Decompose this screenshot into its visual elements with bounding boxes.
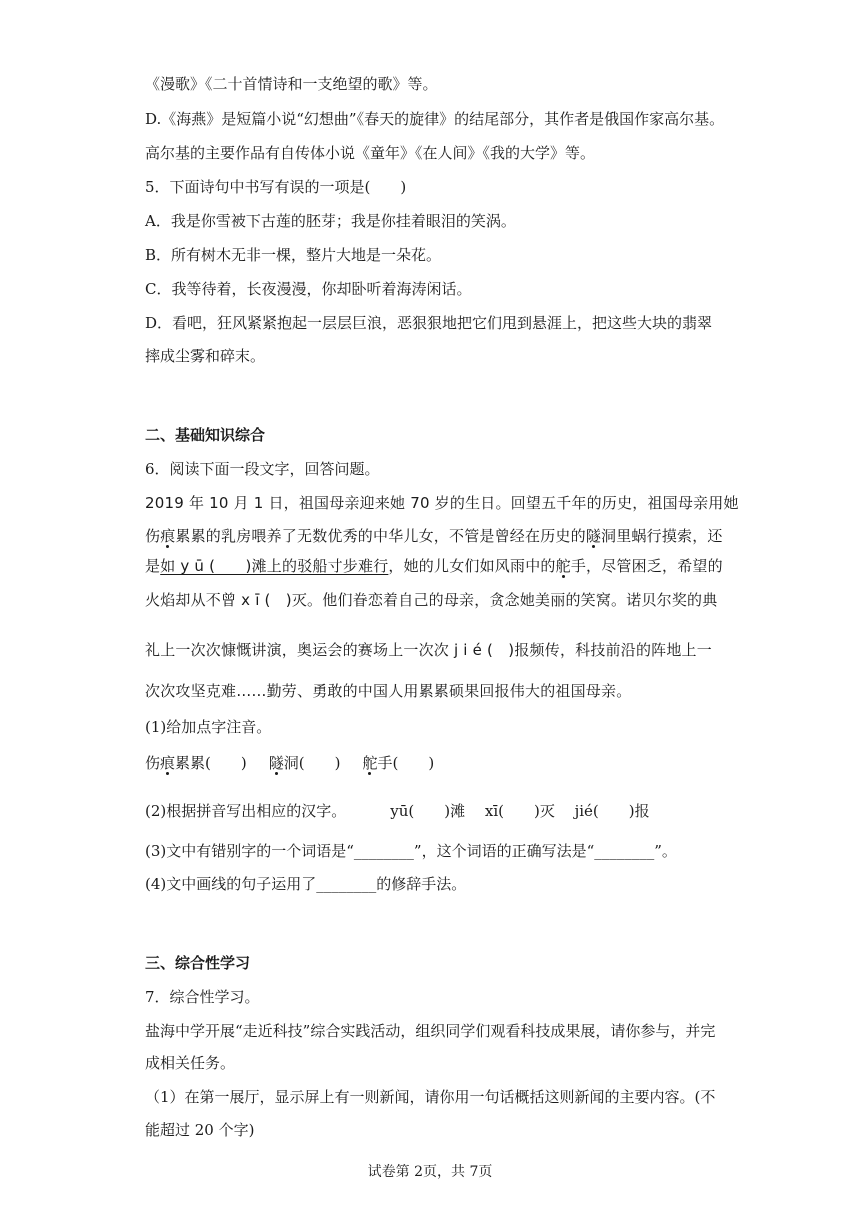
q5-option-a: A．我是你雪被下古莲的胚芽；我是你挂着眼泪的笑涡。: [145, 212, 516, 230]
underlined-sentence: 如 y ū ( )滩上的驳船寸步难行: [160, 557, 389, 575]
page-footer: 试卷第 2页，共 7页: [367, 1164, 493, 1180]
q6-passage-line5: 礼上一次次慷慨讲演，奥运会的赛场上一次次 j i é ( )报频传，科技前沿的阵地上一: [145, 641, 712, 659]
q6-passage-line4: 火焰却从不曾 x ī ( )灭。他们眷恋着自己的母亲，贪念她美丽的笑窝。诺贝尔奖的典: [145, 591, 718, 609]
q5-stem: 5．下面诗句中书写有误的一项是( ): [145, 178, 407, 196]
q6-passage-line6: 次次攻坚克难……勤劳、勇敢的中国人用累累硕果回报伟大的祖国母亲。: [145, 682, 632, 700]
q6-sub4: (4)文中画线的句子运用了________的修辞手法。: [145, 875, 467, 893]
dotted-char: 隧: [585, 527, 602, 545]
q7-task1-line2: 能超过 20 个字): [145, 1121, 255, 1139]
q5-option-c: C．我等待着，长夜漫漫，你却卧听着海涛闲话。: [145, 280, 472, 298]
q4-option-d-line1: D.《海燕》是短篇小说“幻想曲”《春天的旋律》的结尾部分，其作者是俄国作家高尔基。: [145, 110, 725, 128]
q7-intro-line1: 盐海中学开展“走近科技”综合实践活动，组织同学们观看科技成果展，请你参与，并完: [145, 1022, 716, 1040]
q6-sub3: (3)文中有错别字的一个词语是“________”，这个词语的正确写法是“________”。: [145, 842, 677, 860]
q5-option-d-line2: 摔成尘雾和碎末。: [145, 347, 266, 365]
q6-stem: 6．阅读下面一段文字，回答问题。: [145, 460, 380, 478]
q6-sub1-items: 伤痕累累( ) 隧洞( ) 舵手( ): [145, 754, 435, 772]
q4-option-c-tail: 《漫歌》《二十首情诗和一支绝望的歌》等。: [145, 75, 438, 93]
dotted-char: 舵: [362, 754, 378, 772]
q7-task1-line1: （1）在第一展厅，显示屏上有一则新闻，请你用一句话概括这则新闻的主要内容。(不: [145, 1088, 716, 1106]
q6-passage-line1: 2019 年 10 月 1 日，祖国母亲迎来她 70 岁的生日。回望五千年的历史，祖国母亲用她: [145, 494, 739, 512]
q7-intro-line2: 成相关任务。: [145, 1054, 236, 1072]
q4-option-d-line2: 高尔基的主要作品有自传体小说《童年》《在人间》《我的大学》等。: [145, 144, 596, 162]
section-heading-2: 二、基础知识综合: [145, 426, 266, 444]
dotted-char: 隧: [268, 754, 284, 772]
section-heading-3: 三、综合性学习: [145, 954, 251, 972]
q5-option-b: B．所有树木无非一棵，整片大地是一朵花。: [145, 246, 442, 264]
q7-stem: 7．综合性学习。: [145, 988, 260, 1006]
dotted-char: 痕: [160, 754, 176, 772]
q6-passage-line2: 伤痕累累的乳房喂养了无数优秀的中华儿女，不管是曾经在历史的隧洞里蜗行摸索，还: [145, 527, 723, 545]
dotted-char: 痕: [160, 527, 176, 545]
dotted-char: 舵: [555, 557, 571, 575]
q6-sub1: (1)给加点字注音。: [145, 718, 272, 736]
q5-option-d-line1: D．看吧，狂风紧紧抱起一层层巨浪，恶狠狠地把它们甩到悬涯上，把这些大块的翡翠: [145, 314, 713, 332]
q6-passage-line3: 是如 y ū ( )滩上的驳船寸步难行，她的儿女们如风雨中的舵手，尽管困乏，希望的: [145, 557, 723, 575]
q6-sub2: (2)根据拼音写出相应的汉字。 yū( )滩 xī( )灭 jié( )报: [145, 802, 650, 820]
